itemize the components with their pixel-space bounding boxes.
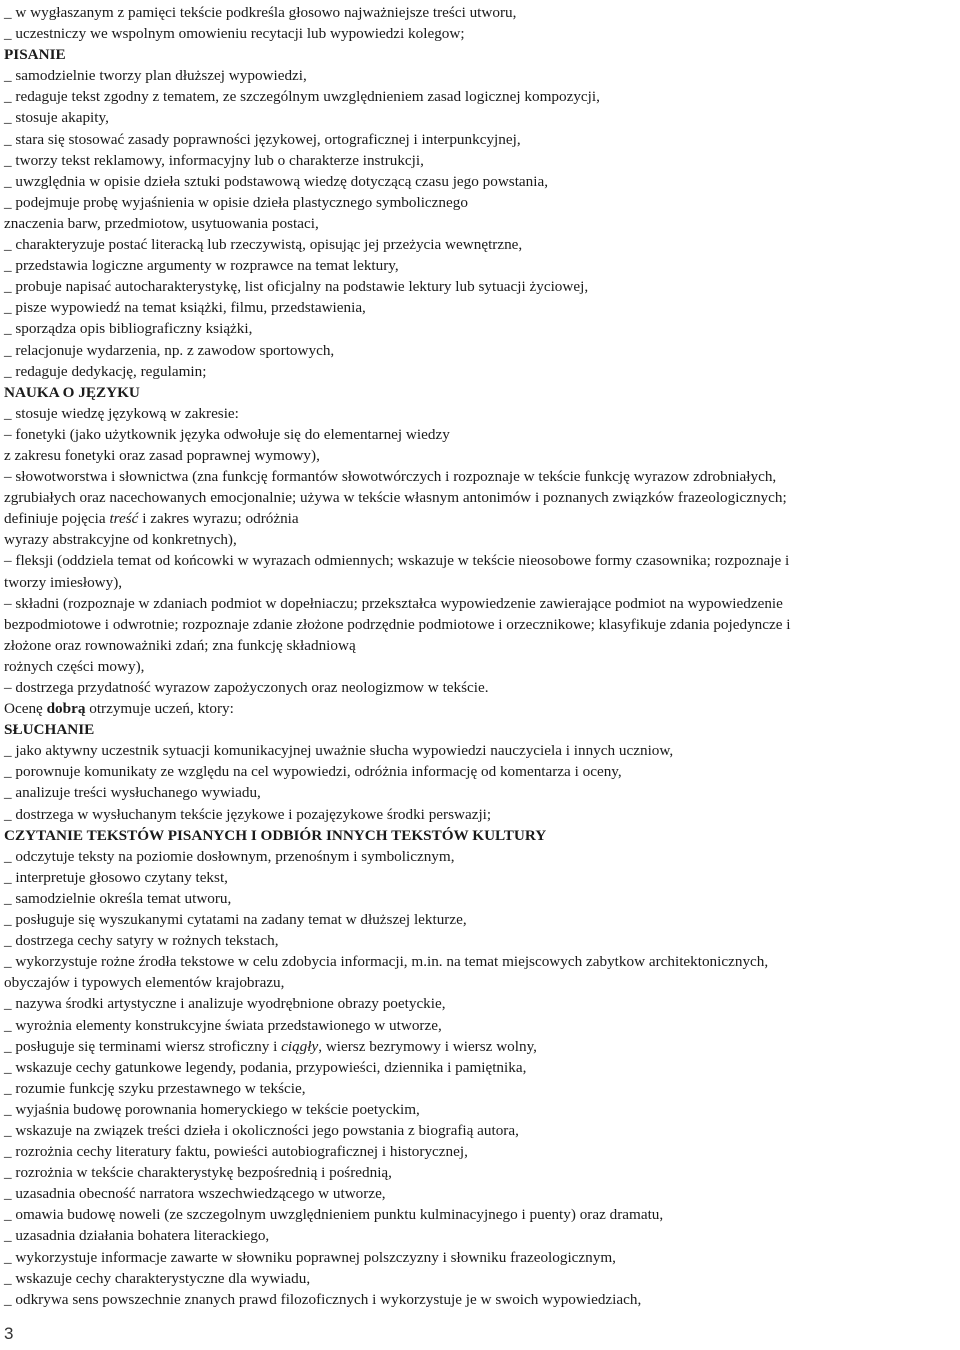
list-item: _ jako aktywny uczestnik sytuacji komunikacyjnej uważnie słucha wypowiedzi nauczyciela i innych uczniow, bbox=[4, 742, 674, 760]
list-item: – dostrzega przydatność wyrazow zapożyczonych oraz neologizmow w tekście. bbox=[4, 679, 489, 696]
list-item-continuation: obyczajów i typowych elementów krajobrazu, bbox=[4, 974, 285, 992]
list-item: _ uzasadnia działania bohatera literackiego, bbox=[4, 1227, 270, 1245]
list-item: – fonetyki (jako użytkownik języka odwołuje się do elementarnej wiedzy bbox=[4, 425, 450, 443]
text-segment: , wiersz bezrymowy i wiersz wolny, bbox=[318, 1037, 537, 1055]
list-item: _ rozrożnia w tekście charakterystykę bezpośrednią i pośrednią, bbox=[4, 1164, 392, 1182]
list-item: _ relacjonuje wydarzenia, np. z zawodow sportowych, bbox=[4, 341, 335, 359]
list-item: _ redaguje tekst zgodny z tematem, ze szczególnym uwzględnieniem zasad logicznej kompozycji, bbox=[4, 88, 600, 106]
list-item: _ dostrzega cechy satyry w rożnych tekstach, bbox=[4, 932, 279, 950]
list-item: _ dostrzega w wysłuchanym tekście językowe i pozajęzykowe środki perswazji; bbox=[4, 805, 492, 823]
list-item: _ analizuje treści wysłuchanego wywiadu, bbox=[4, 784, 261, 802]
list-item: _ uczestniczy we wspolnym omowieniu recytacji lub wypowiedzi kolegow; bbox=[4, 25, 465, 43]
list-item-continuation: wyrazy abstrakcyjne od konkretnych), bbox=[4, 531, 237, 549]
section-heading: CZYTANIE TEKSTÓW PISANYCH I ODBIÓR INNYCH TEKSTÓW KULTURY bbox=[4, 826, 547, 844]
text-segment: _ posługuje się terminami wiersz stroficzny i bbox=[4, 1037, 282, 1055]
list-item: _ przedstawia logiczne argumenty w rozprawce na temat lektury, bbox=[4, 257, 399, 275]
list-item: _ nazywa środki artystyczne i analizuje wyodrębnione obrazy poetyckie, bbox=[4, 995, 446, 1013]
list-item: _ stara się stosować zasady poprawności językowej, ortograficznej i interpunkcyjnej, bbox=[4, 130, 521, 148]
list-item: _ wykorzystuje informacje zawarte w słowniku poprawnej polszczyzny i słowniku frazeologicznym, bbox=[4, 1248, 616, 1266]
list-item: _ wskazuje cechy gatunkowe legendy, podania, przypowieści, dziennika i pamiętnika, bbox=[4, 1058, 527, 1076]
list-item: _ uzasadnia obecność narratora wszechwiedzącego w utworze, bbox=[4, 1185, 386, 1203]
list-item-continuation: znaczenia barw, przedmiotow, usytuowania postaci, bbox=[4, 214, 319, 232]
section-heading: SŁUCHANIE bbox=[4, 721, 95, 739]
list-item bbox=[4, 1036, 958, 1057]
list-item-continuation: tworzy imiesłowy), bbox=[4, 573, 123, 591]
list-item: _ sporządza opis bibliograficzny książki, bbox=[4, 320, 253, 338]
list-item: _ odkrywa sens powszechnie znanych prawd filozoficznych i wykorzystuje je w swoich wypowiedziach, bbox=[4, 1290, 642, 1308]
list-item: _ rozumie funkcję szyku przestawnego w tekście, bbox=[4, 1079, 306, 1097]
list-item: – fleksji (oddziela temat od końcowki w wyrazach odmiennych; wskazuje w tekście nieosobowe formy czasownika; rozpoznaje i bbox=[4, 552, 790, 570]
list-item-continuation: bezpodmiotowe i odwrotnie; rozpoznaje zdanie złożone podrzędnie podmiotowe i orzecznikowe; klasyfikuje zdania pojedyncze i bbox=[4, 615, 791, 633]
list-item: _ podejmuje probę wyjaśnienia w opisie dzieła plastycznego symbolicznego bbox=[4, 193, 468, 211]
list-item: _ interpretuje głosowo czytany tekst, bbox=[4, 868, 228, 886]
list-item: _ tworzy tekst reklamowy, informacyjny lub o charakterze instrukcji, bbox=[4, 151, 424, 169]
list-item-continuation: złożone oraz rownoważniki zdań; zna funkcję składniową bbox=[4, 636, 356, 654]
section-heading: NAUKA O JĘZYKU bbox=[4, 383, 140, 401]
list-item-continuation bbox=[4, 508, 958, 529]
list-item: _ samodzielnie określa temat utworu, bbox=[4, 889, 232, 907]
list-item: – słowotworstwa i słownictwa (zna funkcję formantów słowotwórczych i rozpoznaje w tekście funkcję wyrazow zdrobniałych, bbox=[4, 468, 777, 486]
text-segment: Ocenę bbox=[4, 700, 47, 718]
list-item: _ stosuje wiedzę językową w zakresie: bbox=[4, 404, 239, 422]
list-item-continuation: rożnych części mowy), bbox=[4, 657, 145, 675]
list-item: _ wyjaśnia budowę porownania homeryckiego w tekście poetyckim, bbox=[4, 1100, 420, 1118]
list-item: _ redaguje dedykację, regulamin; bbox=[4, 362, 207, 380]
list-item: _ samodzielnie tworzy plan dłuższej wypowiedzi, bbox=[4, 67, 307, 85]
section-heading: PISANIE bbox=[4, 46, 66, 64]
list-item: _ w wygłaszanym z pamięci tekście podkreśla głosowo najważniejsze treści utworu, bbox=[4, 4, 517, 21]
list-item: _ posługuje się wyszukanymi cytatami na zadany temat w dłuższej lekturze, bbox=[4, 911, 467, 929]
emphasized-term: treść bbox=[109, 510, 139, 528]
list-item: _ omawia budowę noweli (ze szczegolnym uwzględnieniem punktu kulminacyjnego i puenty) oraz dramatu, bbox=[4, 1206, 664, 1224]
list-item: _ odczytuje teksty na poziomie dosłownym, przenośnym i symbolicznym, bbox=[4, 847, 455, 865]
list-item: _ rozrożnia cechy literatury faktu, powieści autobiograficznej i historycznej, bbox=[4, 1143, 468, 1161]
list-item-continuation: z zakresu fonetyki oraz zasad poprawnej wymowy), bbox=[4, 446, 320, 464]
list-item-continuation: zgrubiałych oraz nacechowanych emocjonalnie; używa w tekście własnym antonimów i poznanych związków frazeologicznych; bbox=[4, 489, 787, 507]
grade-name: dobrą bbox=[46, 700, 86, 718]
emphasized-term: ciągły bbox=[281, 1037, 319, 1055]
list-item: _ probuje napisać autocharakterystykę, list oficjalny na podstawie lektury lub sytuacji życiowej, bbox=[4, 278, 589, 296]
document-body bbox=[4, 2, 958, 1310]
list-item: _ stosuje akapity, bbox=[4, 109, 109, 127]
text-segment: definiuje pojęcia bbox=[4, 510, 110, 528]
text-segment: otrzymuje uczeń, ktory: bbox=[85, 700, 234, 718]
list-item: – składni (rozpoznaje w zdaniach podmiot w dopełniaczu; przekształca wypowiedzenie zawierające podmiot na wypowiedzenie bbox=[4, 594, 783, 612]
list-item: _ pisze wypowiedź na temat książki, filmu, przedstawienia, bbox=[4, 299, 366, 317]
list-item: _ wykorzystuje rożne źrodła tekstowe w celu zdobycia informacji, m.in. na temat miejscowych zabytkow architektonicznych, bbox=[4, 953, 769, 971]
grade-intro bbox=[4, 698, 958, 719]
list-item: _ wskazuje na związek treści dzieła i okoliczności jego powstania z biografią autora, bbox=[4, 1121, 519, 1139]
page-number: 3 bbox=[4, 1324, 14, 1343]
list-item: _ charakteryzuje postać literacką lub rzeczywistą, opisując jej przeżycia wewnętrzne, bbox=[4, 236, 523, 254]
list-item: _ porownuje komunikaty ze względu na cel wypowiedzi, odróżnia informację od komentarza i oceny, bbox=[4, 763, 622, 781]
text-segment: i zakres wyrazu; odróżnia bbox=[138, 510, 299, 528]
list-item: _ wyrożnia elementy konstrukcyjne świata przedstawionego w utworze, bbox=[4, 1016, 442, 1034]
list-item: _ uwzględnia w opisie dzieła sztuki podstawową wiedzę dotyczącą czasu jego powstania, bbox=[4, 172, 549, 190]
list-item: _ wskazuje cechy charakterystyczne dla wywiadu, bbox=[4, 1269, 311, 1287]
